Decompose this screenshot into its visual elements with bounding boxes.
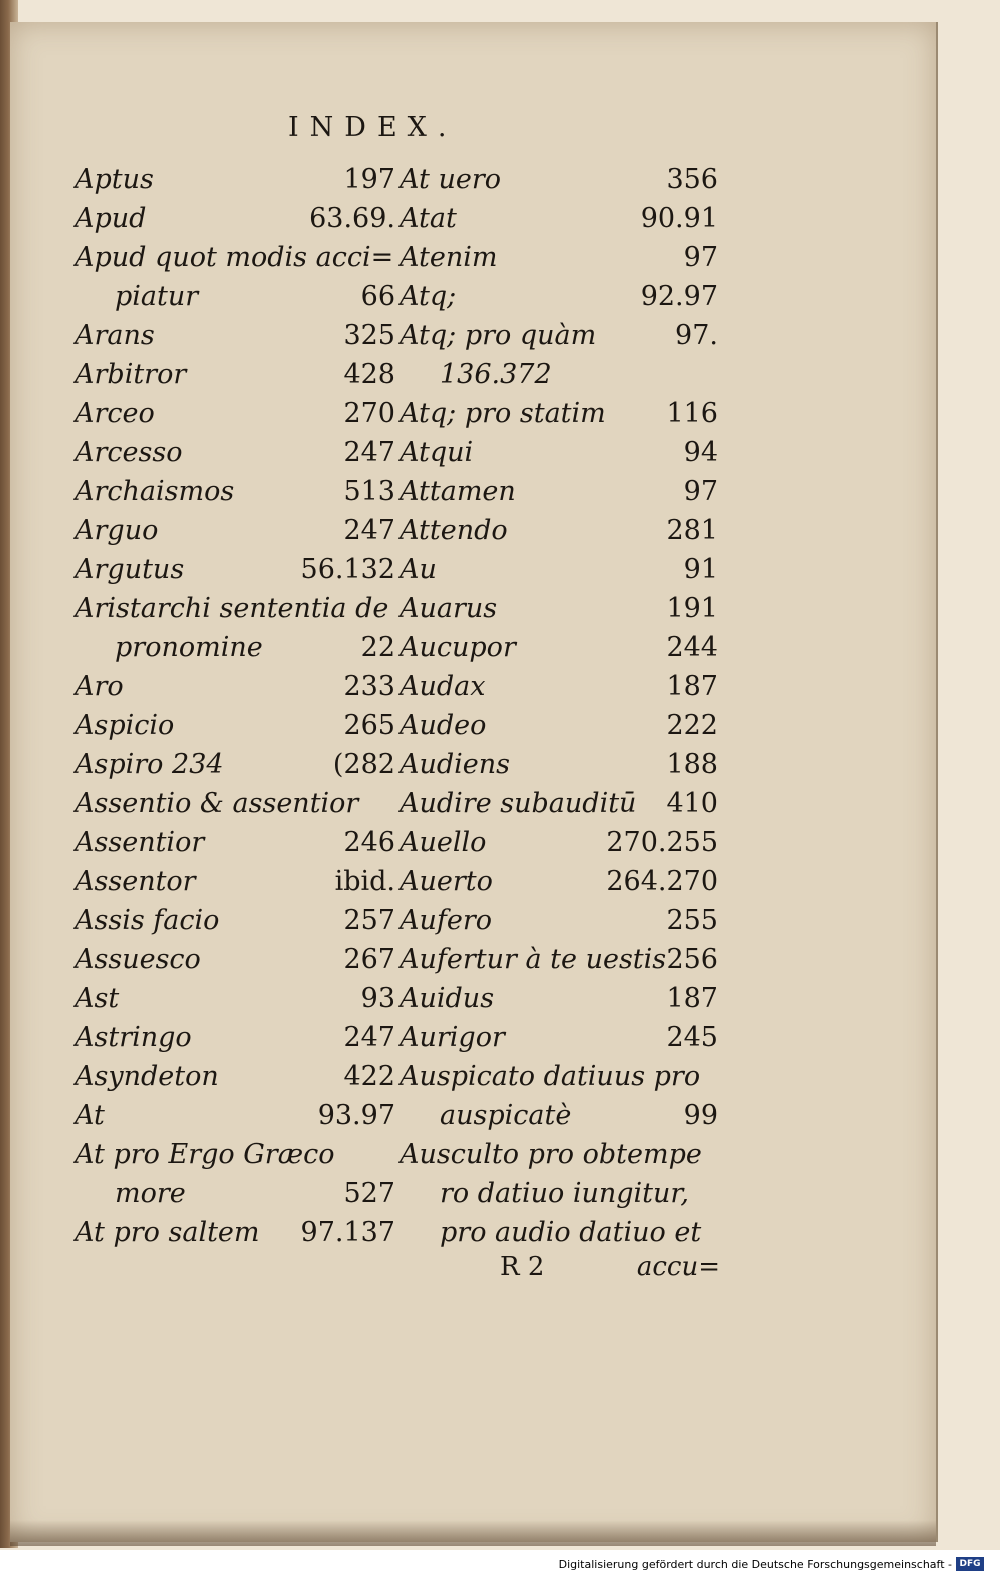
index-entry [75,745,395,784]
index-entry [400,1018,718,1057]
entry-pages: 265 [343,710,395,741]
entry-term: Assuesco [75,944,201,975]
entry-term: Arans [75,320,155,351]
entry-term: Archaismos [75,476,235,507]
entry-pages: 188 [666,749,718,780]
index-entry [75,355,395,394]
entry-term: Audax [400,671,486,702]
entry-term: Au [400,554,437,585]
entry-pages: 97. [675,320,718,351]
index-entry [75,667,395,706]
entry-pages: 187 [666,983,718,1014]
entry-term: Audiens [400,749,511,780]
index-entry [400,433,718,472]
entry-term: At uero [400,164,501,195]
entry-pages: 428 [343,359,395,390]
entry-pages: 91 [683,554,718,585]
entry-term: Astringo [75,1022,192,1053]
entry-pages: 513 [343,476,395,507]
page-footer [500,1252,720,1288]
entry-term: 136.372 [440,359,552,390]
index-entry [75,394,395,433]
index-entry [75,472,395,511]
entry-pages: 247 [343,1022,395,1053]
entry-pages: 116 [666,398,718,429]
index-entry [75,199,395,238]
index-entry [400,511,718,550]
entry-term: Arguo [75,515,159,546]
entry-term: more [115,1178,186,1209]
entry-term: Asyndeton [75,1061,219,1092]
entry-pages: 257 [343,905,395,936]
index-entry [400,745,718,784]
index-entry [400,823,718,862]
index-entry [400,1135,718,1174]
entry-pages: 256 [666,944,718,975]
index-entry [400,1174,718,1213]
entry-term: ro datiuo iungitur, [440,1178,689,1209]
page-bottom-shadow [10,1520,936,1546]
entry-term: Aspiro 234 [75,749,224,780]
index-entry [400,394,718,433]
index-entry [75,784,395,823]
index-entry [75,823,395,862]
entry-term: Assentior [75,827,205,858]
entry-pages: 187 [666,671,718,702]
index-entry [75,940,395,979]
entry-term: pronomine [115,632,263,663]
entry-term: Arcesso [75,437,183,468]
index-entry [400,589,718,628]
entry-pages: 267 [343,944,395,975]
index-entry [75,433,395,472]
entry-term: Atenim [400,242,498,273]
entry-pages: 90.91 [640,203,718,234]
entry-term: auspicatè [440,1100,572,1131]
entry-term: Assentor [75,866,196,897]
index-entry [75,1096,395,1135]
entry-pages: 356 [666,164,718,195]
entry-pages: 94 [683,437,718,468]
entry-term: Attendo [400,515,508,546]
index-entry [75,277,395,316]
index-entry [75,1135,395,1174]
index-entry [400,277,718,316]
index-entry [400,706,718,745]
index-entry [400,472,718,511]
entry-term: Aspicio [75,710,175,741]
index-entry [400,940,718,979]
entry-pages: 56.132 [300,554,395,585]
index-entry [75,1213,395,1252]
entry-term: pro audio datiuo et [440,1217,702,1248]
entry-term: Audire subauditū [400,788,637,819]
index-entry [75,1174,395,1213]
entry-pages: 97 [683,476,718,507]
entry-term: Assentio & assentior [75,788,359,819]
entry-term: Aufero [400,905,493,936]
index-entry [400,979,718,1018]
index-entry [75,628,395,667]
entry-term: Atq; pro quàm [400,320,597,351]
entry-pages: 97.137 [300,1217,395,1248]
entry-term: Auerto [400,866,493,897]
entry-term: At [75,1100,105,1131]
entry-term: Audeo [400,710,487,741]
entry-pages: 233 [343,671,395,702]
entry-term: Aristarchi sententia de [75,593,389,624]
entry-pages: 410 [666,788,718,819]
signature-mark: R 2 [500,1252,545,1282]
index-column-left [75,160,395,1252]
index-entry [400,199,718,238]
index-entry [400,667,718,706]
entry-pages: 270 [343,398,395,429]
entry-term: Aucupor [400,632,516,663]
entry-term: Argutus [75,554,185,585]
entry-term: Arbitror [75,359,187,390]
index-entry [400,316,718,355]
entry-pages: 93.97 [317,1100,395,1131]
entry-term: Auarus [400,593,498,624]
entry-pages: 270.255 [606,827,718,858]
entry-pages: 264.270 [606,866,718,897]
entry-term: Atq; pro statim [400,398,606,429]
entry-pages: 255 [666,905,718,936]
entry-term: Apud quot modis acci= [75,242,394,273]
index-column-right [400,160,718,1252]
entry-term: Aptus [75,164,154,195]
entry-term: Assis facio [75,905,220,936]
index-entry [75,511,395,550]
index-entry [75,550,395,589]
entry-pages: 97 [683,242,718,273]
index-entry [75,862,395,901]
entry-pages: 197 [343,164,395,195]
entry-term: Aurigor [400,1022,505,1053]
entry-term: Auidus [400,983,495,1014]
entry-term: Aufertur à te uestis [400,944,667,975]
entry-pages: 92.97 [640,281,718,312]
entry-pages: 191 [666,593,718,624]
index-entry [400,1213,718,1252]
index-entry [400,862,718,901]
entry-pages: 247 [343,437,395,468]
index-entry [400,160,718,199]
index-entry [75,901,395,940]
index-entry [400,550,718,589]
index-entry [400,355,718,394]
index-entry [400,628,718,667]
index-entry [75,160,395,199]
entry-term: Apud [75,203,147,234]
entry-term: piatur [115,281,199,312]
entry-term: Atqui [400,437,474,468]
entry-pages: 527 [343,1178,395,1209]
entry-term: At pro saltem [75,1217,260,1248]
digitization-credit: Digitalisierung gefördert durch die Deutsche Forschungsgemeinschaft - [558,1558,952,1571]
entry-pages: 63.69. [309,203,395,234]
catchword: accu= [636,1252,720,1282]
entry-term: Aro [75,671,124,702]
dfg-logo-icon: DFG [956,1557,984,1571]
entry-pages: 244 [666,632,718,663]
entry-pages: 93 [360,983,395,1014]
index-entry [75,316,395,355]
index-entry [75,238,395,277]
entry-term: Attamen [400,476,516,507]
index-entry [75,706,395,745]
entry-term: Ausculto pro obtempe [400,1139,702,1170]
index-entry [400,238,718,277]
index-entry [400,784,718,823]
index-entry [75,979,395,1018]
page-header: INDEX. [288,112,458,143]
entry-pages: 99 [683,1100,718,1131]
entry-pages: (282 [332,749,395,780]
index-entry [75,1018,395,1057]
entry-pages: ibid. [334,866,395,897]
entry-term: Atat [400,203,457,234]
entry-pages: 325 [343,320,395,351]
entry-pages: 247 [343,515,395,546]
entry-term: At pro Ergo Græco [75,1139,335,1170]
entry-pages: 66 [360,281,395,312]
entry-pages: 245 [666,1022,718,1053]
entry-pages: 222 [666,710,718,741]
entry-term: Atq; [400,281,457,312]
entry-pages: 246 [343,827,395,858]
index-entry [75,589,395,628]
index-entry [75,1057,395,1096]
index-entry [400,1057,718,1096]
entry-term: Arceo [75,398,155,429]
entry-term: Auello [400,827,487,858]
index-entry [400,901,718,940]
entry-pages: 422 [343,1061,395,1092]
index-entry [400,1096,718,1135]
credit-bar [0,1550,1000,1582]
entry-term: Auspicato datiuus pro [400,1061,701,1092]
entry-term: Ast [75,983,120,1014]
entry-pages: 281 [666,515,718,546]
entry-pages: 22 [360,632,395,663]
